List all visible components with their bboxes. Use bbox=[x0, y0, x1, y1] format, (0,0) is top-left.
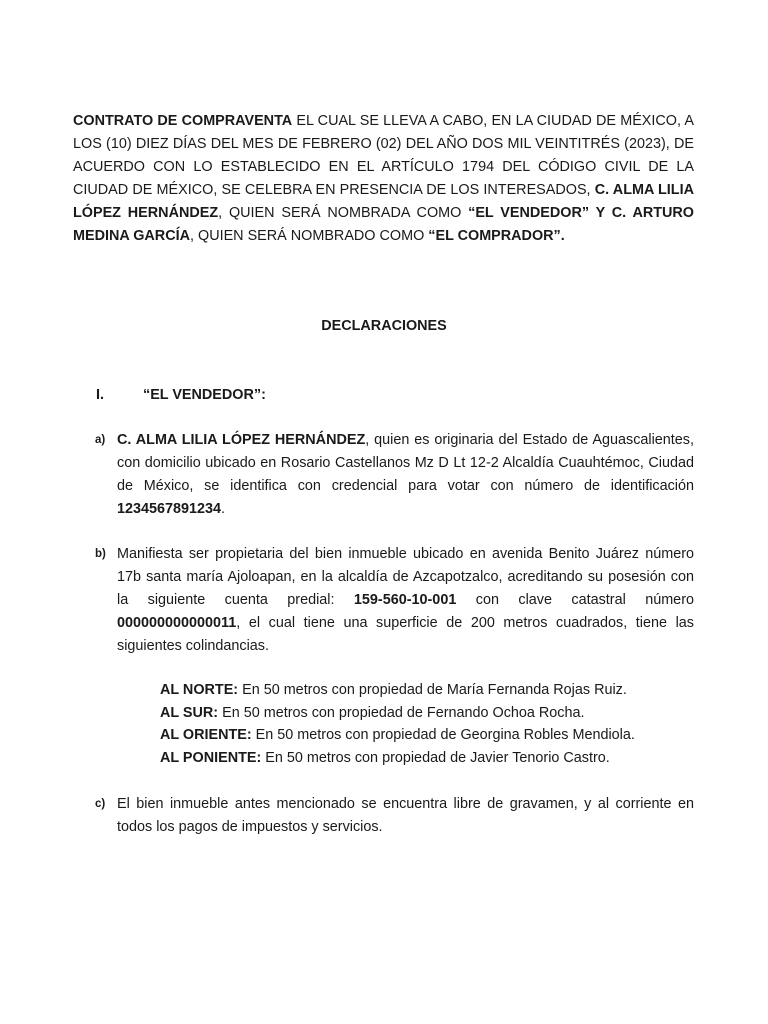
boundary-text: En 50 metros con propiedad de Georgina Robles Mendiola. bbox=[251, 727, 635, 743]
item-a-text: , quien es originaria del Estado de Aguascalientes, con domicilio ubicado en Rosario Castellanos Mz D Lt 12-2 Alcaldía Cuauhtémoc, Ciudad de México, se identifica con credencial para votar con número de identificación bbox=[117, 432, 694, 494]
boundary-text: En 50 metros con propiedad de Fernando Ochoa Rocha. bbox=[218, 704, 585, 721]
boundary-text: En 50 metros con propiedad de Javier Tenorio Castro. bbox=[261, 749, 610, 766]
seller-name: C. ALMA LILIA LÓPEZ HERNÁNDEZ bbox=[73, 182, 694, 221]
seller-buyer-names: “EL VENDEDOR” Y C. ARTURO MEDINA GARCÍA bbox=[73, 205, 694, 244]
contract-intro bbox=[73, 110, 694, 248]
section-number: I. bbox=[96, 387, 104, 403]
item-b-text: , el cual tiene una superficie de 200 metros cuadrados, tiene las siguientes colindancias. bbox=[117, 615, 694, 654]
boundary-east bbox=[160, 724, 635, 747]
boundary-label: AL NORTE: bbox=[160, 682, 239, 698]
intro-text: EL CUAL SE LLEVA A CABO, EN LA CIUDAD DE MÉXICO, A LOS (10) DIEZ DÍAS DEL MES DE FEBRERO (02) DEL AÑO DOS MIL VEINTITRÉS (2023), DE ACUERDO CON LO ESTABLECIDO EN EL ARTÍCULO 1794 DEL CÓDIGO CIVIL DE LA CIUDAD DE MÉXICO, SE CELEBRA EN PRESENCIA DE LOS INTERESADOS, bbox=[73, 113, 694, 198]
boundary-west bbox=[160, 747, 635, 770]
boundary-label: AL ORIENTE: bbox=[160, 727, 252, 743]
declarations-heading: DECLARACIONES bbox=[321, 318, 447, 334]
boundary-label: AL PONIENTE: bbox=[160, 749, 262, 766]
item-b-text: con clave catastral número bbox=[456, 592, 694, 608]
item-b bbox=[117, 543, 694, 658]
catastral-key: 000000000000011 bbox=[117, 615, 237, 631]
boundaries-list bbox=[160, 679, 635, 769]
boundary-text: En 50 metros con propiedad de María Fernanda Rojas Ruiz. bbox=[238, 682, 627, 698]
buyer-role: “EL COMPRADOR”. bbox=[428, 228, 565, 244]
item-c: El bien inmueble antes mencionado se encuentra libre de gravamen, y al corriente en todos los pagos de impuestos y servicios. bbox=[117, 796, 694, 835]
item-b-text: Manifiesta ser propietaria del bien inmueble ubicado en avenida Benito Juárez número 17b santa maría Ajoloapan, en la alcaldía de Azcapotzalco, acreditando su posesión con la siguiente cuenta predial: bbox=[117, 546, 694, 608]
intro-text: , QUIEN SERÁ NOMBRADO COMO bbox=[190, 228, 429, 244]
predial-account: 159-560-10-001 bbox=[353, 592, 457, 608]
item-a-text: . bbox=[221, 501, 226, 517]
boundary-label: AL SUR: bbox=[160, 704, 219, 721]
section-title: “EL VENDEDOR”: bbox=[143, 387, 266, 403]
item-c-letter: c) bbox=[95, 798, 106, 810]
boundary-south bbox=[160, 702, 635, 725]
item-b-letter: b) bbox=[95, 548, 106, 560]
boundary-north bbox=[160, 679, 635, 702]
item-a-letter: a) bbox=[95, 434, 106, 446]
contract-title: CONTRATO DE COMPRAVENTA bbox=[73, 113, 293, 129]
id-number: 1234567891234 bbox=[117, 501, 222, 517]
seller-name: C. ALMA LILIA LÓPEZ HERNÁNDEZ bbox=[117, 432, 366, 448]
item-a bbox=[117, 429, 694, 521]
intro-text: , QUIEN SERÁ NOMBRADA COMO bbox=[218, 205, 469, 221]
